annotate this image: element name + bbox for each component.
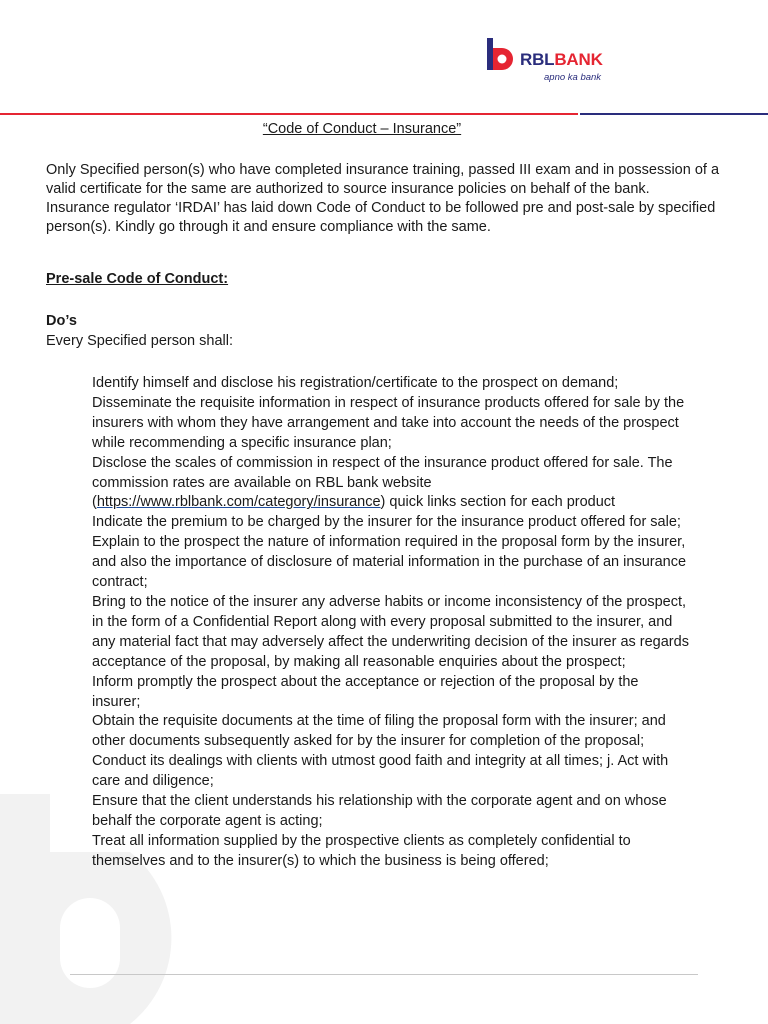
rbl-bank-logo [487,38,627,88]
commission-text-after: ) quick links section for each product [380,494,616,511]
logo-tagline: apno ka bank [544,72,602,83]
list-item: Explain to the prospect the nature of information required in the proposal form by the insurer, and also the importance of disclosure of material information in the purchase of an insurance contract; [92,534,687,591]
footer-rule [70,974,698,975]
logo-wordmark-rbl: RBL [520,50,555,69]
list-item: Identify himself and disclose his registration/certificate to the prospect on demand; [92,375,619,391]
rbl-logo-mark-icon [487,38,517,72]
header-rule-red [0,113,578,115]
list-item: Inform promptly the prospect about the acceptance or rejection of the proposal by the insurer; [92,673,639,710]
list-item: Bring to the notice of the insurer any adverse habits or income inconsistency of the prospect, in the form of a Confidential Report along with every proposal submitted to the insurer, and any material fact that may adversely affect the underwriting decision of the insurer as regards acceptance of the proposal, by making all reasonable enquiries about the prospect; [92,593,689,670]
header-rule-blue [580,113,768,115]
intro-text [46,161,746,237]
list-item: Obtain the requisite documents at the time of filing the proposal form with the insurer; and other documents subsequently asked for by the insurer for completion of the proposal; [92,713,666,750]
dos-heading: Do’s [46,313,77,329]
list-item: Conduct its dealings with clients with utmost good faith and integrity at all times; j. Act with care and diligence; [92,753,669,790]
document-title: “Code of Conduct – Insurance” [262,121,462,137]
intro-paragraph: Only Specified person(s) who have completed insurance training, passed III exam and in possession of a valid certificate for the same are authorized to source insurance policies on behalf of the bank. [46,162,720,197]
logo-wordmark [520,51,603,68]
intro-paragraph: Insurance regulator ‘IRDAI’ has laid down Code of Conduct to be followed pre and post-sale by specified person(s). Kindly go through it and ensure compliance with the same. [46,200,716,235]
list-item [92,454,690,514]
list-item: Treat all information supplied by the prospective clients as completely confidential to themselves and to the insurer(s) to which the business is being offered; [92,832,631,869]
dos-lead-text: Every Specified person shall: [46,333,233,349]
rbl-insurance-link[interactable]: https://www.rblbank.com/category/insurance [96,494,381,511]
list-item: Ensure that the client understands his relationship with the corporate agent and on whose behalf the corporate agent is acting; [92,793,667,829]
logo-wordmark-bank: BANK [554,50,603,69]
list-item: Disseminate the requisite information in respect of insurance products offered for sale by the insurers with whom they have arrangement and take into account the needs of the prospect while recommending a specific insurance plan; [92,394,685,451]
section-title: Pre-sale Code of Conduct: [46,271,229,287]
list-item: Indicate the premium to be charged by the insurer for the insurance product offered for sale; [92,514,681,531]
commission-text-before: Disclose the scales of commission in respect of the insurance product offered for sale. The commission rates are available on RBL bank website ( [92,454,673,511]
dos-list [92,374,690,872]
